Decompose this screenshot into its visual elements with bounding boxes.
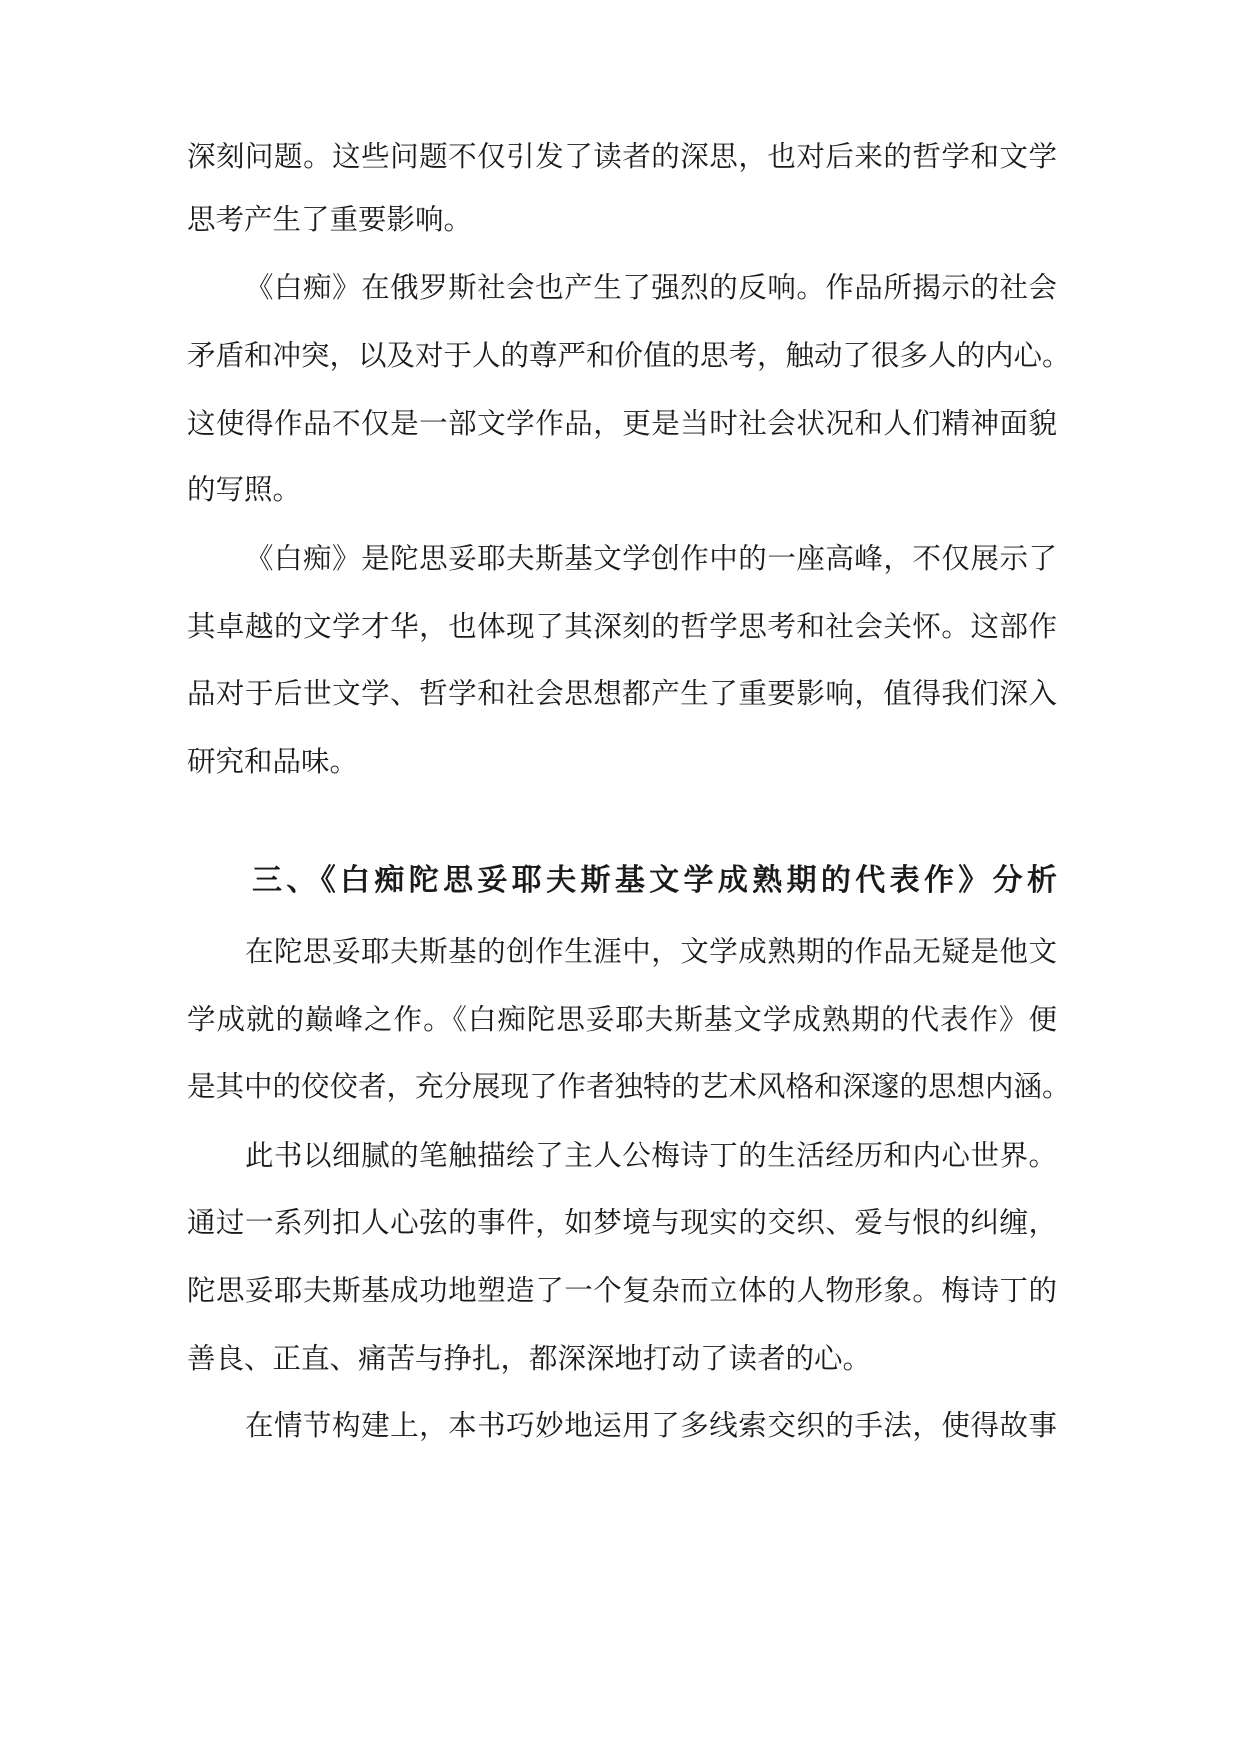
body-text-line: 其卓越的文学才华，也体现了其深刻的哲学思考和社会关怀。这部作 [187,610,1057,643]
body-text-line: 学成就的巅峰之作。《白痴陀思妥耶夫斯基文学成熟期的代表作》便 [187,1003,1057,1036]
body-text-line: 善良、正直、痛苦与挣扎，都深深地打动了读者的心。 [187,1342,872,1375]
body-text-line: 矛盾和冲突，以及对于人的尊严和价值的思考，触动了很多人的内心。 [187,339,1071,372]
body-text-line: 思考产生了重要影响。 [187,203,473,236]
body-text-line: 品对于后世文学、哲学和社会思想都产生了重要影响，值得我们深入 [187,677,1057,710]
body-text-line: 这使得作品不仅是一部文学作品，更是当时社会状况和人们精神面貌 [187,407,1057,440]
body-text-line: 陀思妥耶夫斯基成功地塑造了一个复杂而立体的人物形象。梅诗丁的 [187,1274,1057,1307]
body-text-line: 在陀思妥耶夫斯基的创作生涯中，文学成熟期的作品无疑是他文 [245,935,1057,968]
body-text-line: 《白痴》在俄罗斯社会也产生了强烈的反响。作品所揭示的社会 [245,271,1057,304]
body-text-line: 通过一系列扣人心弦的事件，如梦境与现实的交织、爱与恨的纠缠， [187,1206,1057,1239]
body-text-line: 的写照。 [187,473,302,506]
body-text-line: 此书以细腻的笔触描绘了主人公梅诗丁的生活经历和内心世界。 [245,1139,1057,1172]
section-heading: 三、《白痴陀思妥耶夫斯基文学成熟期的代表作》分析 [252,863,1057,898]
body-text-line: 《白痴》是陀思妥耶夫斯基文学创作中的一座高峰，不仅展示了 [245,542,1057,575]
body-text-line: 研究和品味。 [187,745,359,778]
body-text-line: 是其中的佼佼者，充分展现了作者独特的艺术风格和深邃的思想内涵。 [187,1070,1071,1103]
body-text-line: 深刻问题。这些问题不仅引发了读者的深思，也对后来的哲学和文学 [187,140,1057,173]
body-text-line: 在情节构建上，本书巧妙地运用了多线索交织的手法，使得故事 [245,1409,1057,1442]
